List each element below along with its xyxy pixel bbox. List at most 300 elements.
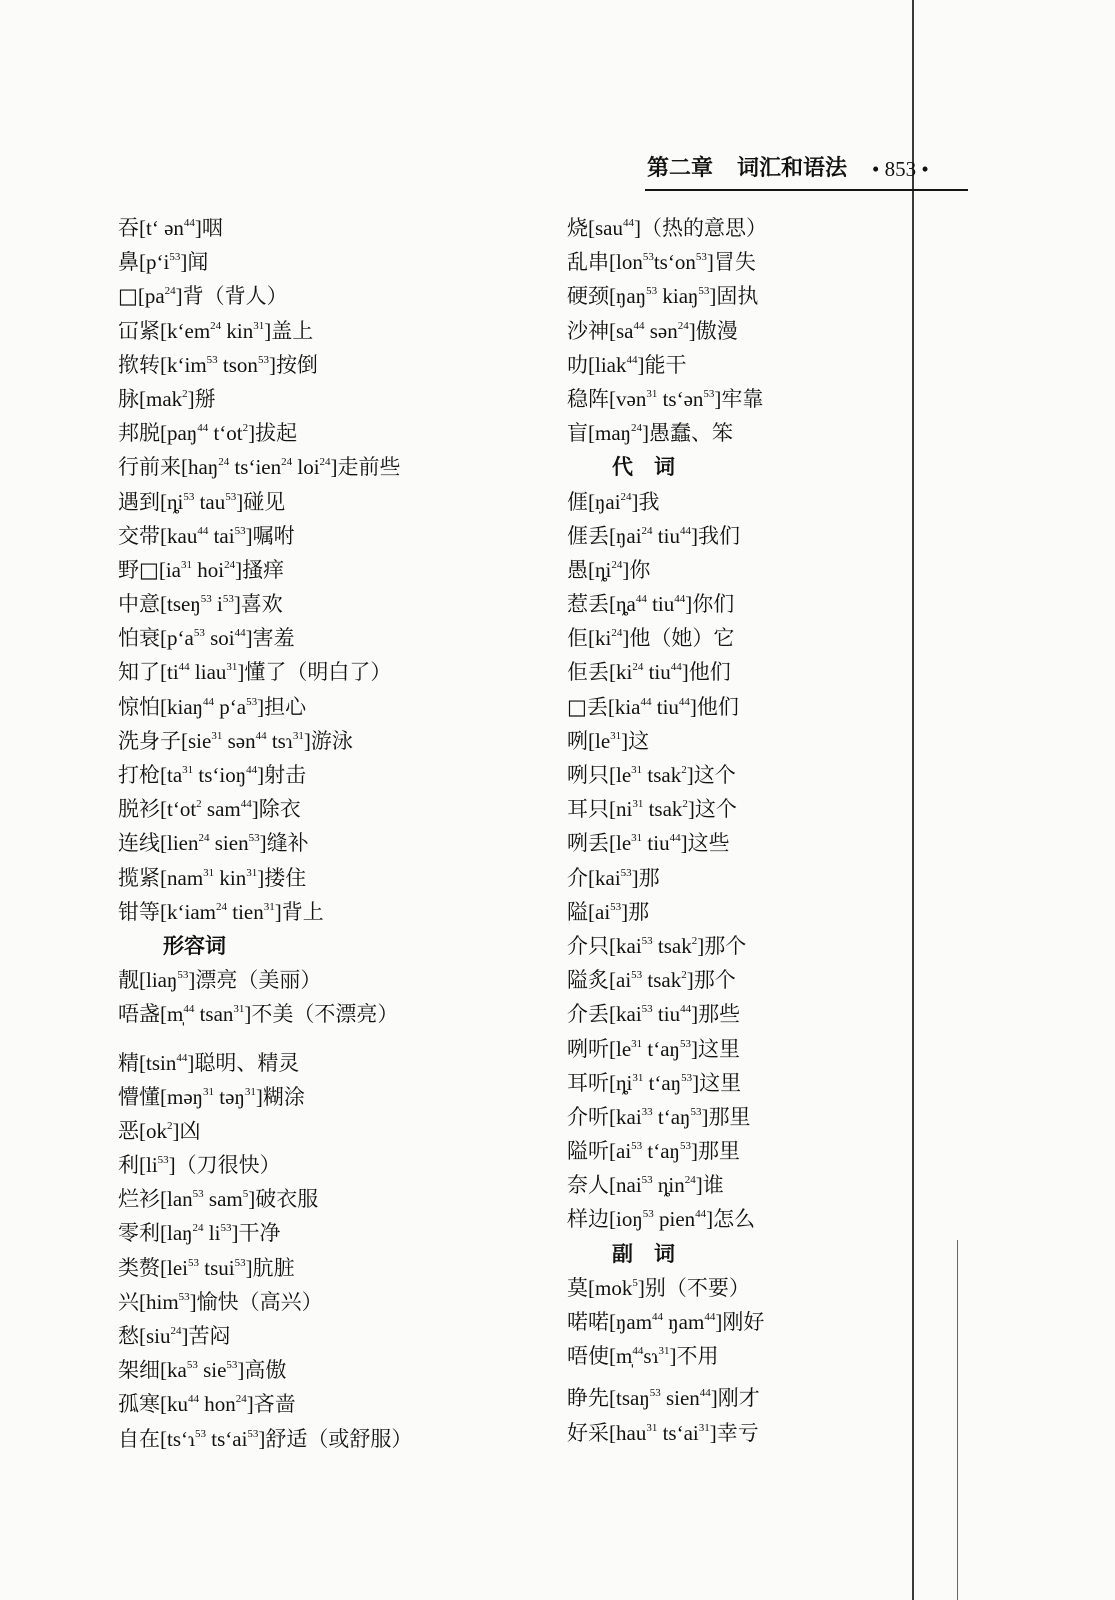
bracket-open: [: [160, 797, 167, 822]
tone-superscript: 31: [263, 900, 275, 913]
entry-gloss: 这里: [699, 1070, 742, 1095]
vocab-entry: [118, 655, 508, 689]
bracket-close: ]: [680, 831, 688, 856]
pron-syllable: sien: [660, 1386, 700, 1411]
entry-gloss: 他（她）它: [629, 626, 735, 651]
bracket-close: ]: [709, 1420, 717, 1445]
tone-superscript: 44: [678, 695, 690, 708]
section-heading: 形容词: [163, 933, 226, 958]
entry-gloss: 闻: [187, 250, 209, 275]
pron-syllable: sam: [203, 1187, 243, 1212]
bracket-close: ]: [709, 284, 717, 309]
page-edge-line: [957, 1240, 958, 1600]
pron-syllable: sɿ: [643, 1344, 659, 1369]
vocab-entry: [567, 1168, 897, 1202]
entry-word: 介只: [567, 933, 609, 958]
entry-gloss: 射击: [264, 763, 307, 787]
pron-syllable: ts‘ai: [206, 1426, 248, 1451]
bracket-close: ]: [631, 865, 639, 890]
tone-superscript: 44: [255, 729, 267, 742]
tone-superscript: 44: [246, 764, 258, 776]
vocab-entry: [567, 1416, 897, 1450]
tone-superscript: 53: [690, 1105, 702, 1118]
tone-superscript: 53: [703, 387, 715, 400]
entry-word: 乱串: [567, 250, 609, 275]
tone-superscript: 44: [240, 798, 252, 811]
bracket-open: [: [588, 421, 595, 446]
pron-syllable: ai: [616, 1139, 632, 1164]
bracket-close: ]: [175, 284, 183, 309]
entry-word: 架细: [118, 1358, 160, 1383]
entry-word: 类赘: [118, 1255, 160, 1280]
entry-word: 奈人: [567, 1173, 609, 1198]
bracket-close: ]: [187, 386, 195, 411]
tone-superscript: 53: [642, 1208, 654, 1221]
vocab-entry: [118, 485, 508, 519]
bracket-close: ]: [701, 1104, 709, 1129]
tone-superscript: 44: [670, 661, 682, 674]
vocab-entry: [567, 963, 897, 997]
bracket-open: [: [160, 626, 167, 651]
entry-gloss: 你们: [692, 592, 735, 617]
entry-gloss: 这些: [687, 831, 730, 856]
vocab-entry: [118, 1285, 508, 1319]
bracket-open: [: [609, 1070, 616, 1095]
bracket-open: [: [160, 1221, 167, 1246]
bracket-open: [: [609, 1420, 616, 1445]
tone-superscript: 24: [319, 456, 331, 469]
bracket-close: ]: [274, 899, 282, 924]
entry-gloss: 刚才: [717, 1386, 760, 1411]
pron-syllable: ŋam: [663, 1310, 705, 1334]
entry-gloss: （刀很快）: [175, 1153, 281, 1178]
entry-gloss: 喜欢: [240, 592, 283, 617]
pron-syllable: ai: [616, 968, 632, 993]
bracket-close: ]: [685, 592, 693, 617]
bracket-close: ]: [231, 1221, 239, 1246]
vocab-entry: [567, 1271, 897, 1305]
tone-superscript: 24: [611, 627, 623, 640]
entry-gloss: 拔起: [255, 421, 298, 446]
bracket-open: [: [609, 318, 616, 343]
entry-word: 耳听: [567, 1070, 609, 1095]
bracket-open: [: [137, 284, 145, 309]
vocab-entry: [118, 758, 508, 792]
bracket-open: [: [609, 1386, 616, 1411]
pron-syllable: ni: [616, 797, 633, 822]
entry-gloss: 肮脏: [252, 1255, 295, 1280]
bracket-close: ]: [245, 1255, 253, 1280]
vocab-entry: [118, 997, 508, 1031]
tone-superscript: 44: [203, 695, 215, 708]
bracket-close: ]: [244, 1002, 252, 1027]
vocab-entry: [118, 1148, 508, 1182]
bracket-open: [: [160, 660, 167, 685]
pron-syllable: sam: [201, 797, 241, 822]
entry-gloss: 怎么: [713, 1207, 756, 1232]
tone-superscript: 53: [681, 1071, 693, 1084]
entry-gloss: 不美（不漂亮）: [251, 1002, 399, 1027]
pron-syllable: tai: [208, 523, 235, 548]
pron-syllable: kai: [616, 1002, 642, 1027]
entry-gloss: 牢靠: [721, 386, 764, 411]
pron-syllable: t‘ot: [208, 421, 243, 446]
entry-gloss: 凶: [179, 1118, 201, 1143]
pron-syllable: hau: [616, 1420, 647, 1445]
bracket-close: ]: [621, 899, 629, 924]
pron-syllable: ts‘ien: [229, 455, 282, 480]
entry-word: 佢丢: [567, 660, 609, 685]
vocab-entry: [567, 211, 897, 245]
pron-syllable: m̩: [616, 1344, 633, 1369]
pron-syllable: sie: [188, 728, 212, 753]
bracket-close: ]: [236, 489, 244, 514]
bracket-open: [: [609, 1344, 616, 1369]
bracket-open: [: [160, 1084, 167, 1109]
entry-word: 脉: [118, 386, 139, 411]
bracket-open: [: [139, 216, 146, 240]
pron-syllable: kai: [616, 1104, 642, 1129]
tone-superscript: 24: [198, 832, 210, 845]
bracket-close: ]: [686, 763, 694, 787]
tone-superscript: 44: [674, 593, 686, 606]
pron-syllable: ta: [167, 763, 183, 787]
tone-superscript: 44: [623, 217, 634, 229]
pron-syllable: k‘im: [167, 352, 207, 377]
tone-superscript: 31: [181, 558, 192, 571]
pron-syllable: sən: [222, 728, 256, 753]
tone-superscript: 31: [631, 764, 643, 776]
tone-superscript: 24: [684, 1174, 696, 1187]
bracket-open: [: [139, 1324, 146, 1348]
entry-word: 行前来: [118, 455, 181, 480]
tone-superscript: 24: [210, 319, 222, 332]
vocab-entry: [567, 382, 897, 416]
entry-word: 零利: [118, 1221, 160, 1246]
pron-syllable: tsak: [643, 797, 683, 822]
running-head-chapter: 第二章: [647, 156, 714, 181]
vocab-entry: [118, 1216, 508, 1250]
pron-syllable: tson: [217, 352, 258, 377]
pron-syllable: ai: [595, 899, 611, 924]
bracket-close: ]: [233, 592, 241, 617]
tone-superscript: 53: [646, 285, 658, 298]
pron-syllable: sa: [616, 318, 634, 343]
entry-word: 精: [118, 1050, 139, 1075]
bracket-close: ]: [690, 1036, 698, 1061]
entry-gloss: 愚蠢、笨: [649, 421, 734, 446]
bracket-close: ]: [245, 626, 253, 651]
entry-word: 打枪: [118, 763, 160, 787]
entry-gloss: 按倒: [275, 352, 318, 377]
tone-superscript: 31: [203, 1085, 215, 1098]
page-number: • 853 •: [872, 157, 929, 181]
tone-superscript: 44: [234, 627, 246, 640]
tone-superscript: 24: [620, 490, 632, 503]
pron-syllable: nai: [616, 1173, 642, 1198]
vocab-entry: [567, 861, 897, 895]
pron-syllable: ȵi: [616, 1070, 633, 1095]
entry-gloss: 走前些: [337, 455, 401, 480]
vocab-entry: [567, 997, 897, 1031]
entry-word: 样边: [567, 1207, 609, 1232]
vocab-entry: [118, 382, 508, 416]
entry-gloss: 他们: [688, 660, 731, 685]
pron-syllable: ka: [167, 1358, 187, 1383]
bracket-open: [: [609, 284, 616, 309]
bracket-close: ]: [194, 216, 202, 240]
tone-superscript: 44: [652, 1311, 664, 1323]
running-head-title: 词汇和语法: [737, 156, 848, 181]
entry-word: 烧: [567, 216, 588, 240]
tone-superscript: 24: [281, 456, 293, 469]
tone-superscript: 44: [633, 319, 645, 332]
vocab-entry: [118, 416, 508, 450]
tone-superscript: 53: [698, 285, 710, 298]
vocab-entry: [118, 553, 508, 587]
bracket-close: ]: [237, 1358, 245, 1383]
tone-superscript: 24: [170, 1325, 182, 1337]
bracket-close: ]: [706, 250, 714, 275]
pron-syllable: le: [616, 831, 632, 856]
bracket-open: [: [588, 352, 595, 377]
bracket-open: [: [588, 489, 595, 514]
bracket-close: ]: [257, 694, 265, 719]
pron-syllable: ts‘ən: [657, 386, 704, 411]
entry-gloss: 漂亮（美丽）: [195, 968, 322, 993]
pron-syllable: mok: [595, 1275, 633, 1300]
vocab-entry: [118, 621, 508, 655]
bracket-close: ]: [631, 489, 639, 514]
bracket-close: ]: [637, 352, 645, 377]
pron-syllable: siu: [146, 1324, 171, 1348]
tone-superscript: 24: [677, 319, 689, 332]
vocab-entry: [567, 792, 897, 826]
pron-syllable: sie: [197, 1358, 227, 1383]
entry-word: 兴: [118, 1289, 139, 1314]
pron-syllable: pien: [653, 1207, 696, 1232]
pron-syllable: t‘ ən: [146, 216, 184, 240]
pron-syllable: ts‘ɿ: [167, 1426, 195, 1451]
tone-superscript: 2: [691, 934, 698, 947]
bracket-open: [: [609, 1036, 616, 1061]
tone-superscript: 44: [679, 524, 691, 537]
pron-syllable: ŋaŋ: [616, 284, 647, 309]
tone-superscript: 31: [244, 1085, 256, 1098]
tone-superscript: 53: [641, 1174, 653, 1187]
entry-word: 孤寒: [118, 1392, 160, 1417]
vocab-entry: [567, 655, 897, 689]
vocab-entry: [567, 621, 897, 655]
tone-superscript: 31: [658, 1345, 670, 1358]
tone-superscript: 53: [195, 1427, 206, 1440]
bracket-open: [: [139, 250, 146, 275]
pron-syllable: ȵa: [616, 592, 636, 617]
entry-gloss: 糊涂: [262, 1084, 305, 1109]
entry-word: 知了: [118, 660, 160, 685]
pron-syllable: liaŋ: [146, 968, 178, 993]
entry-gloss: 那个: [693, 968, 736, 993]
entry-gloss: 高傲: [244, 1358, 287, 1383]
entry-word: 鼻: [118, 250, 139, 275]
bracket-open: [: [139, 1118, 146, 1143]
pron-syllable: ŋai: [595, 489, 621, 514]
tone-superscript: 44: [183, 217, 195, 229]
pron-syllable: tsak: [642, 968, 682, 993]
vocab-entry: [118, 245, 508, 279]
vocab-entry: [118, 690, 508, 724]
tone-superscript: 5: [242, 1188, 249, 1201]
pron-syllable: i: [211, 592, 223, 617]
tone-superscript: 53: [226, 1359, 238, 1372]
bracket-close: ]: [697, 933, 705, 958]
vocab-entry: [118, 1251, 508, 1285]
tone-superscript: 44: [197, 524, 209, 537]
bracket-open: [: [609, 250, 616, 275]
tone-superscript: 44: [680, 1003, 692, 1016]
entry-gloss: 盖上: [271, 318, 314, 343]
pron-syllable: kin: [214, 865, 247, 890]
tone-superscript: 24: [641, 524, 653, 537]
pron-syllable: loi: [292, 455, 320, 480]
vocab-entry: [567, 1202, 897, 1236]
entry-gloss: 背上: [281, 899, 324, 924]
vocab-entry: [118, 1046, 508, 1080]
entry-gloss: （热的意思）: [641, 216, 767, 240]
tone-superscript: 53: [193, 627, 205, 640]
vocab-entry: [567, 1134, 897, 1168]
vocab-entry: [567, 485, 897, 519]
pron-syllable: kia: [614, 694, 641, 719]
tone-superscript: 53: [641, 934, 653, 947]
pron-syllable: məŋ: [167, 1084, 204, 1109]
pron-syllable: sən: [644, 318, 678, 343]
bracket-open: [: [139, 1289, 146, 1314]
pron-syllable: tau: [194, 489, 226, 514]
pron-syllable: tiu: [652, 523, 680, 548]
tone-superscript: 31: [253, 319, 265, 332]
bracket-open: [: [160, 1426, 167, 1451]
tone-superscript: 2: [682, 798, 688, 811]
vocab-entry: [567, 758, 897, 792]
tone-superscript: 44: [197, 422, 209, 435]
entry-word: 揽紧: [118, 865, 160, 890]
tone-superscript: 24: [235, 1393, 247, 1406]
entry-gloss: 傲漫: [695, 318, 738, 343]
pron-syllable: ŋai: [616, 523, 642, 548]
bracket-close: ]: [251, 797, 259, 822]
pron-syllable: liau: [189, 660, 227, 685]
pron-syllable: haŋ: [188, 455, 219, 480]
bracket-close: ]: [180, 250, 188, 275]
entry-gloss: 别（不要）: [644, 1275, 750, 1300]
bracket-close: ]: [634, 216, 641, 240]
tone-superscript: 24: [631, 422, 643, 435]
entry-word: 莫: [567, 1275, 588, 1300]
entry-word: 交带: [118, 523, 160, 548]
vocab-entry: [567, 587, 897, 621]
bracket-open: [: [609, 1173, 616, 1198]
vocab-entry: [118, 1080, 508, 1114]
vocab-entry: [567, 1100, 897, 1134]
vocab-entry: [567, 929, 897, 963]
bracket-open: [: [609, 386, 616, 411]
bracket-close: ]: [689, 694, 697, 719]
entry-word: 吞: [118, 216, 139, 240]
tone-superscript: 53: [183, 490, 195, 503]
entry-word: 惊怕: [118, 694, 160, 719]
pron-syllable: kiaŋ: [167, 694, 204, 719]
tone-superscript: 2: [182, 387, 188, 400]
bracket-open: [: [609, 1002, 616, 1027]
bracket-open: [: [139, 1050, 146, 1075]
entry-gloss: 除衣: [258, 797, 301, 822]
bracket-open: [: [588, 557, 595, 582]
bracket-open: [: [588, 1275, 595, 1300]
tone-superscript: 53: [257, 353, 269, 366]
vocab-entry: [567, 1381, 897, 1415]
tone-superscript: 31: [646, 1421, 658, 1434]
bracket-open: [: [609, 763, 616, 787]
bracket-close: ]: [245, 523, 253, 548]
pron-syllable: lan: [167, 1187, 193, 1212]
vocab-entry: [567, 519, 897, 553]
pron-syllable: ti: [167, 660, 179, 685]
pron-syllable: tiu: [642, 831, 670, 856]
bracket-close: ]: [255, 1084, 263, 1109]
entry-gloss: 担心: [264, 694, 307, 719]
pron-syllable: liak: [595, 352, 627, 377]
vocab-entry: [567, 1305, 897, 1339]
tone-superscript: 44: [669, 832, 681, 845]
pron-syllable: pa: [144, 284, 165, 309]
right-column: [567, 211, 897, 1450]
entry-gloss: 搂住: [264, 865, 307, 890]
bracket-close: ]: [168, 1153, 176, 1178]
entry-gloss: 干净: [238, 1221, 281, 1246]
entry-word: 愚: [567, 557, 588, 582]
bracket-open: [: [160, 352, 167, 377]
entry-word: □: [118, 284, 138, 309]
pron-syllable: nam: [167, 865, 204, 890]
pron-syllable: lien: [167, 831, 199, 856]
tone-superscript: 44: [704, 1311, 716, 1323]
bracket-close: ]: [691, 1002, 699, 1027]
tone-superscript: 53: [200, 593, 212, 606]
pron-syllable: ts‘on: [653, 250, 696, 275]
vocab-entry: [118, 963, 508, 997]
vocab-entry: [118, 1182, 508, 1216]
pron-syllable: kau: [167, 523, 198, 548]
tone-superscript: 31: [182, 764, 194, 776]
pron-syllable: kai: [616, 933, 642, 958]
bracket-open: [: [609, 592, 616, 617]
tone-superscript: 31: [610, 729, 622, 742]
vocab-entry: [118, 792, 508, 826]
entry-gloss: 那些: [698, 1002, 741, 1027]
bracket-close: ]: [706, 1207, 714, 1232]
entry-word: 揿转: [118, 352, 160, 377]
vocab-entry: [567, 1032, 897, 1066]
entry-word: 利: [118, 1153, 139, 1178]
tone-superscript: 53: [234, 1256, 246, 1269]
pron-syllable: m̩: [167, 1002, 184, 1027]
entry-word: 唔使: [567, 1344, 609, 1369]
bracket-open: [: [181, 455, 188, 480]
tone-superscript: 53: [246, 695, 258, 708]
entry-word: 隘听: [567, 1139, 609, 1164]
entry-word: 𠊎: [567, 489, 588, 514]
